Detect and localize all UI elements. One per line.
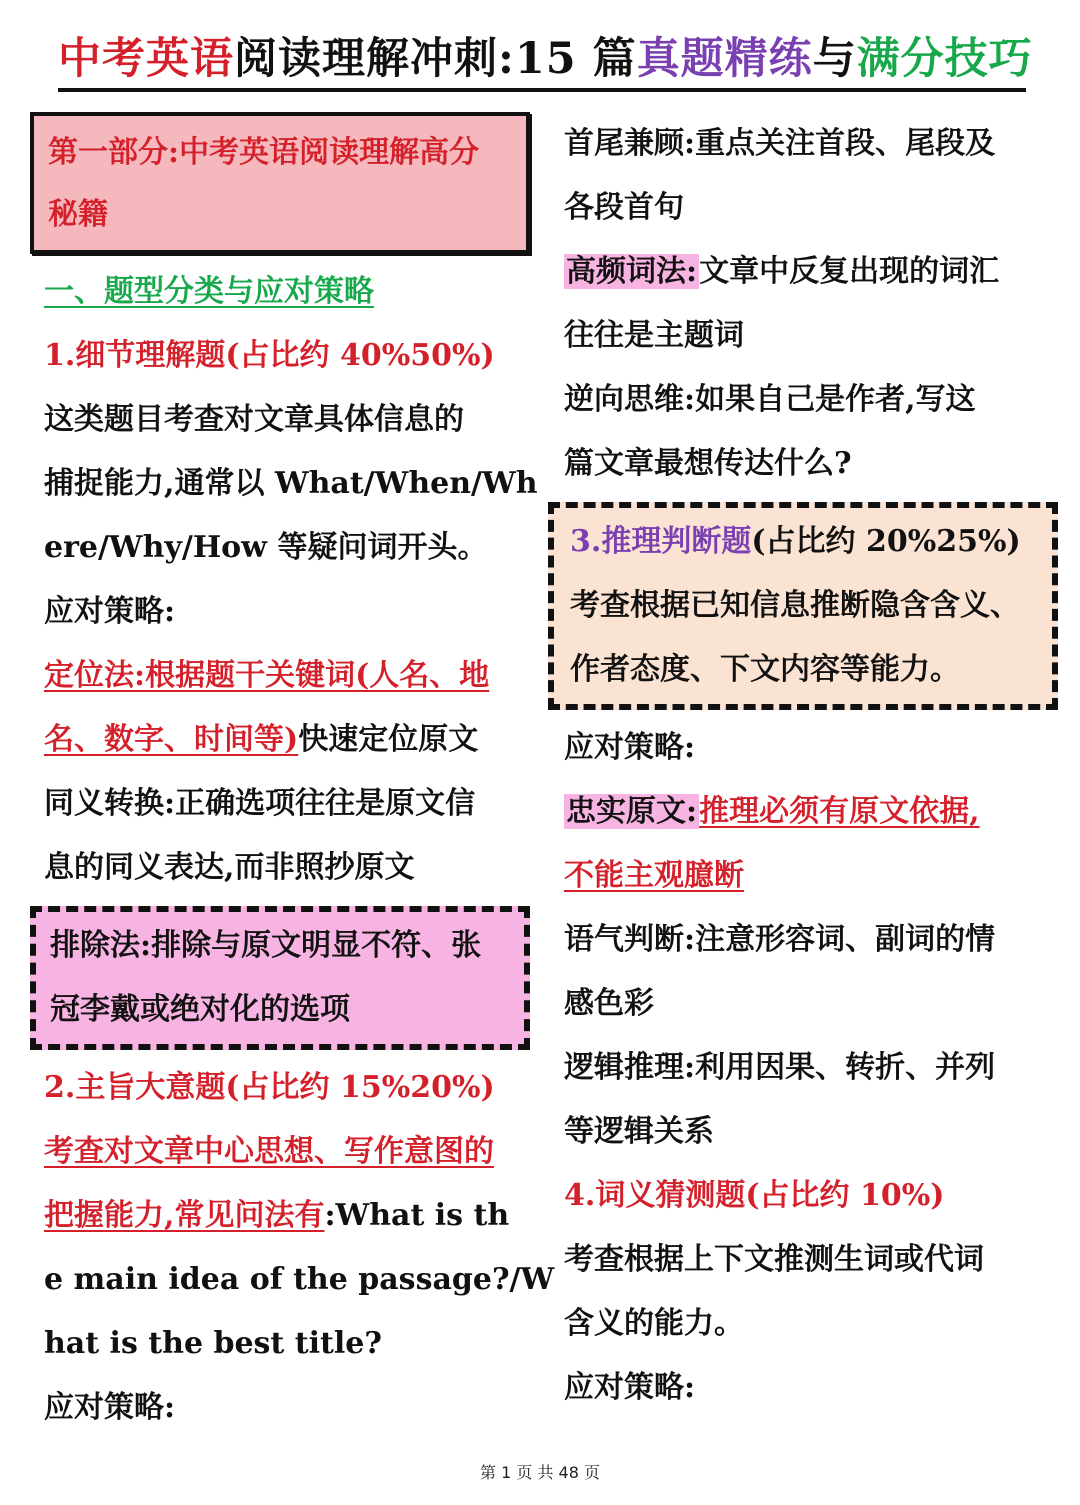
- q3-desc-line-2: 作者态度、下文内容等能力。: [570, 652, 960, 687]
- q3-box: [548, 502, 1058, 710]
- strategy-label: 应对策略:: [564, 1370, 696, 1405]
- logic-line-1: 逻辑推理:利用因果、转折、并列: [564, 1050, 996, 1085]
- faithful-line-2: [548, 844, 1058, 908]
- reverse-line-1: 逆向思维:如果自己是作者,写这: [564, 382, 976, 417]
- head-tail-line-2: 各段首句: [564, 190, 684, 225]
- locate-method-text-3: 快速定位原文: [298, 722, 479, 757]
- q2-desc-red-1: 考查对文章中心思想、写作意图的: [44, 1134, 494, 1169]
- locate-method-line-1: [30, 644, 530, 708]
- logic-line-2: 等逻辑关系: [564, 1114, 714, 1149]
- title-segment-4: 与: [812, 34, 857, 84]
- faithful-line-1: [548, 780, 1058, 844]
- part-heading-line-2: 秘籍: [48, 197, 108, 232]
- strategy-label: 应对策略:: [564, 730, 696, 765]
- part-heading-line-1: 第一部分:中考英语阅读理解高分: [48, 135, 480, 170]
- locate-method-text-1: 定位法:根据题干关键词(人名、地: [44, 658, 490, 693]
- q2-desc-tail: :What is th: [324, 1198, 510, 1233]
- title-segment-3: 真题精练: [636, 34, 813, 84]
- locate-method-text-2: 名、数字、时间等): [44, 722, 299, 757]
- page-footer: 第 1 页 共 48 页: [480, 1463, 600, 1482]
- part-heading-box: [30, 112, 530, 254]
- q4-desc-line-1: 考查根据上下文推测生词或代词: [564, 1242, 984, 1277]
- strategy-label: 应对策略:: [44, 594, 176, 629]
- q2-desc-line-1: [30, 1120, 530, 1184]
- exclude-method-box: [30, 906, 530, 1050]
- reverse-line-2: 篇文章最想传达什么?: [564, 446, 852, 481]
- freq-word-line-1: [548, 240, 1058, 304]
- title-segment-5: 满分技巧: [856, 34, 1033, 84]
- head-tail-line-1: 首尾兼顾:重点关注首段、尾段及: [564, 126, 996, 161]
- q3-heading-rest: (占比约 20%25%): [751, 524, 1021, 559]
- q2-desc-line-4: hat is the best title?: [44, 1326, 382, 1361]
- freq-word-text: 文章中反复出现的词汇: [699, 254, 1000, 289]
- q1-desc-line-2: 捕捉能力,通常以 What/When/Wh: [44, 466, 538, 501]
- faithful-label: 忠实原文:: [566, 794, 698, 829]
- section-heading: [30, 260, 530, 324]
- q1-heading: 1.细节理解题(占比约 40%50%): [44, 338, 495, 373]
- q2-desc-red-2: 把握能力,常见问法有: [44, 1198, 325, 1233]
- q1-desc-line-3: ere/Why/How 等疑问词开头。: [44, 530, 488, 565]
- q1-desc-line-1: 这类题目考查对文章具体信息的: [44, 402, 464, 437]
- section-heading-text: 一、题型分类与应对策略: [44, 274, 374, 309]
- q2-desc-line-3: e main idea of the passage?/W: [44, 1262, 555, 1297]
- faithful-red-2: 不能主观臆断: [564, 858, 744, 893]
- q3-heading-purple: 3.推理判断题: [570, 524, 752, 559]
- q2-desc-line-2: [30, 1184, 530, 1248]
- tone-line-1: 语气判断:注意形容词、副词的情: [564, 922, 996, 957]
- exclude-line-2: 冠李戴或绝对化的选项: [50, 992, 350, 1027]
- title-segment-1: 中考英语: [58, 34, 234, 84]
- synonym-line-1: 同义转换:正确选项往往是原文信: [44, 786, 476, 821]
- q3-heading: [554, 510, 1052, 574]
- title-segment-2: 阅读理解冲刺:15 篇: [234, 34, 637, 84]
- strategy-label: 应对策略:: [44, 1390, 176, 1425]
- synonym-line-2: 息的同义表达,而非照抄原文: [44, 850, 415, 885]
- exclude-line-1: 排除法:排除与原文明显不符、张: [50, 928, 482, 963]
- left-column: [30, 112, 555, 1440]
- tone-line-2: 感色彩: [564, 986, 654, 1021]
- freq-word-label: 高频词法:: [566, 254, 698, 289]
- faithful-red-1: 推理必须有原文依据,: [699, 794, 980, 829]
- page-title: [58, 30, 1033, 92]
- q3-desc-line-1: 考查根据已知信息推断隐含含义、: [570, 588, 1020, 623]
- q2-heading: 2.主旨大意题(占比约 15%20%): [44, 1070, 495, 1105]
- q4-heading: 4.词义猜测题(占比约 10%): [564, 1178, 945, 1213]
- freq-word-line-2: 往往是主题词: [564, 318, 744, 353]
- q4-desc-line-2: 含义的能力。: [564, 1306, 744, 1341]
- right-column: [548, 112, 1058, 1420]
- locate-method-line-2: [30, 708, 530, 772]
